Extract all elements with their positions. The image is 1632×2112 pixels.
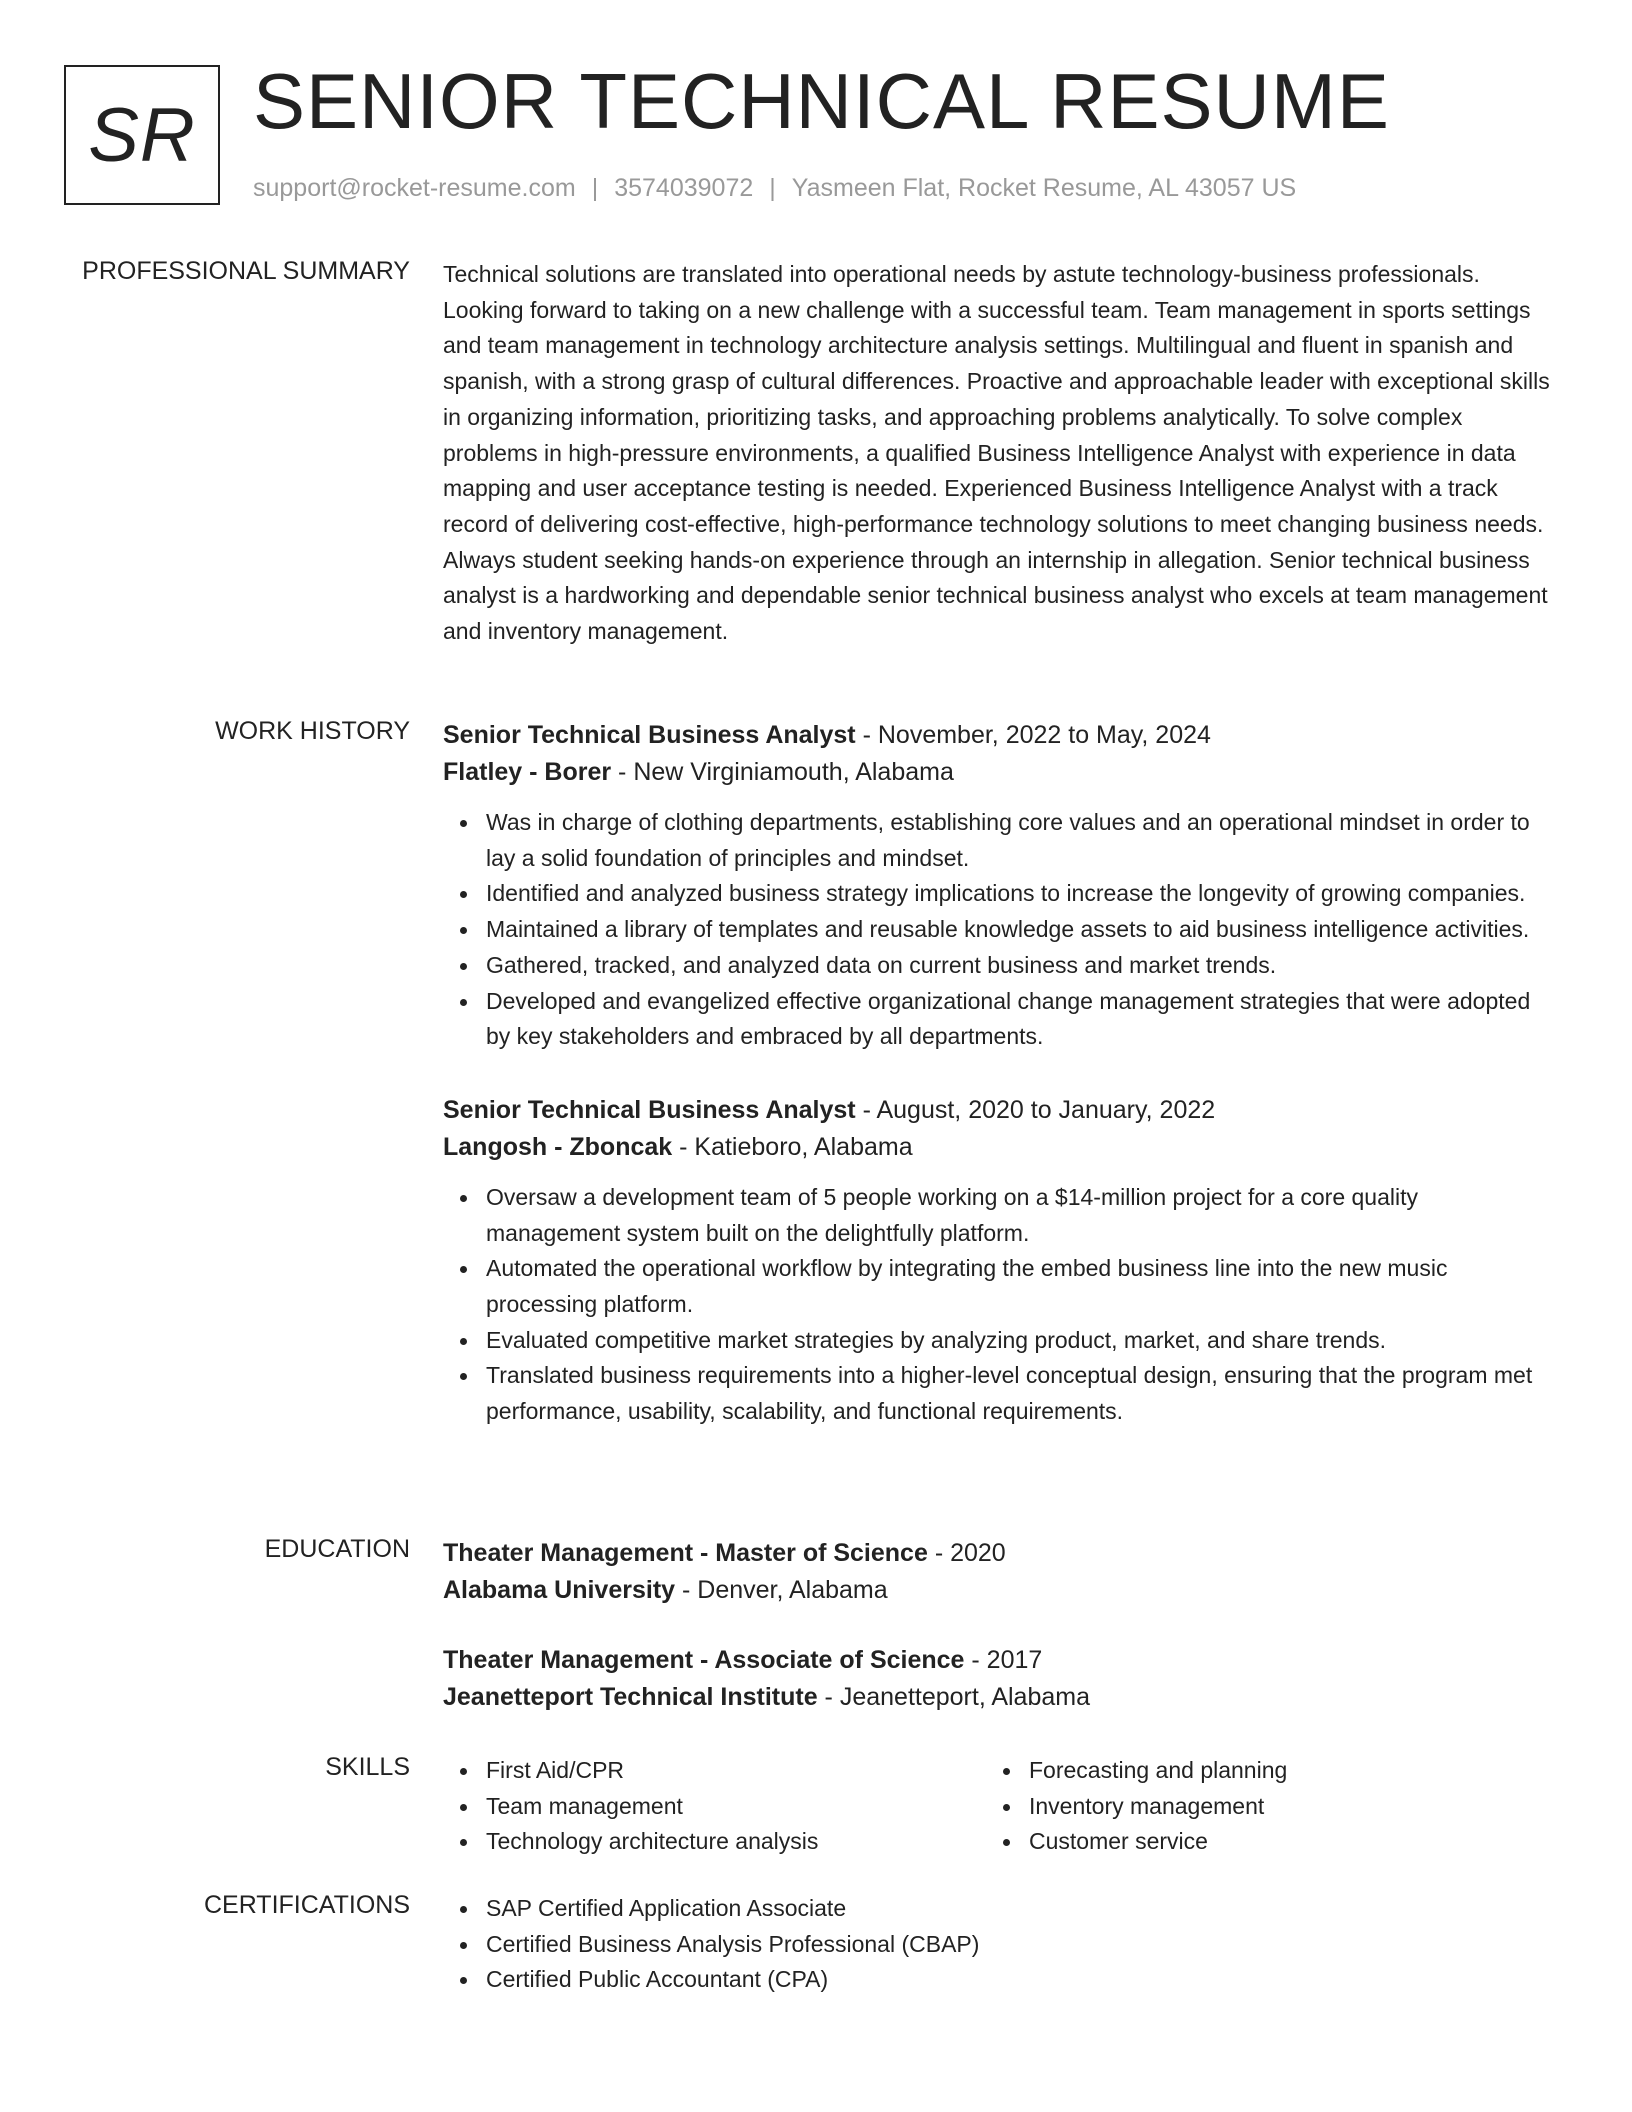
job-title: Senior Technical Business Analyst bbox=[443, 1095, 856, 1124]
skills-list bbox=[443, 1753, 986, 1860]
job-bullet: Developed and evangelized effective organizational change management strategies that were adopted by key stakeholders and embraced by all departments. bbox=[486, 984, 1553, 1055]
section-label-education: EDUCATION bbox=[264, 1535, 410, 1563]
job-bullets bbox=[443, 1180, 1553, 1430]
school-name: Jeanetteport Technical Institute bbox=[443, 1683, 818, 1711]
section-label-certifications: CERTIFICATIONS bbox=[203, 1891, 410, 1919]
contact-line bbox=[253, 174, 1296, 203]
skills-column bbox=[986, 1753, 1287, 1860]
section-label-summary: PROFESSIONAL SUMMARY bbox=[82, 257, 410, 285]
contact-phone: 3574039072 bbox=[614, 174, 754, 202]
job-company-line bbox=[443, 1129, 1553, 1166]
skills-columns bbox=[443, 1753, 1553, 1860]
school-line bbox=[443, 1679, 1553, 1716]
certification-item: Certified Public Accountant (CPA) bbox=[486, 1962, 1553, 1998]
job-bullet: Maintained a library of templates and reusable knowledge assets to aid business intelligence activities. bbox=[486, 912, 1553, 948]
skill-item: Inventory management bbox=[1029, 1789, 1287, 1825]
degree-name: Theater Management - Master of Science bbox=[443, 1539, 928, 1567]
job-bullet: Evaluated competitive market strategies by analyzing product, market, and share trends. bbox=[486, 1323, 1553, 1359]
skills-body bbox=[443, 1753, 1553, 1860]
skill-item: First Aid/CPR bbox=[486, 1753, 986, 1789]
degree-name: Theater Management - Associate of Science bbox=[443, 1646, 965, 1674]
work-history-body bbox=[443, 717, 1553, 1430]
contact-separator: | bbox=[591, 174, 599, 202]
certifications-body bbox=[443, 1891, 1553, 1998]
job-dates: - August, 2020 to January, 2022 bbox=[855, 1095, 1216, 1124]
degree-year: - 2020 bbox=[927, 1539, 1006, 1567]
job-bullet: Identified and analyzed business strategy implications to increase the longevity of growing companies. bbox=[486, 876, 1553, 912]
education-entry bbox=[443, 1642, 1553, 1716]
skills-list bbox=[986, 1753, 1287, 1860]
job-bullet: Translated business requirements into a higher-level conceptual design, ensuring that the program met performance, usability, scalability, and functional requirements. bbox=[486, 1358, 1553, 1429]
school-line bbox=[443, 1572, 1553, 1609]
school-location: - Denver, Alabama bbox=[675, 1576, 888, 1604]
degree-line bbox=[443, 1535, 1553, 1572]
degree-line bbox=[443, 1642, 1553, 1679]
education-entry bbox=[443, 1535, 1553, 1609]
skill-item: Technology architecture analysis bbox=[486, 1824, 986, 1860]
school-location: - Jeanetteport, Alabama bbox=[817, 1683, 1090, 1711]
job-entry bbox=[443, 717, 1553, 1055]
certification-item: SAP Certified Application Associate bbox=[486, 1891, 1553, 1927]
job-bullet: Gathered, tracked, and analyzed data on current business and market trends. bbox=[486, 948, 1553, 984]
skill-item: Forecasting and planning bbox=[1029, 1753, 1287, 1789]
school-name: Alabama University bbox=[443, 1576, 676, 1604]
job-title-line bbox=[443, 717, 1553, 754]
job-location: - New Virginiamouth, Alabama bbox=[611, 758, 954, 786]
degree-year: - 2017 bbox=[964, 1646, 1043, 1674]
monogram-badge: SR bbox=[64, 65, 220, 205]
contact-email: support@rocket-resume.com bbox=[253, 174, 576, 202]
job-bullet: Oversaw a development team of 5 people working on a $14-million project for a core quality management system built on the delightfully platform. bbox=[486, 1180, 1553, 1251]
section-label-work-history: WORK HISTORY bbox=[215, 717, 410, 745]
job-entry bbox=[443, 1092, 1553, 1430]
resume-title: SENIOR TECHNICAL RESUME bbox=[253, 57, 1390, 145]
job-dates: - November, 2022 to May, 2024 bbox=[855, 721, 1211, 749]
education-body bbox=[443, 1535, 1553, 1716]
skill-item: Team management bbox=[486, 1789, 986, 1825]
job-company: Langosh - Zboncak bbox=[443, 1132, 673, 1161]
job-company: Flatley - Borer bbox=[443, 758, 612, 786]
section-label-skills: SKILLS bbox=[325, 1753, 410, 1781]
job-bullets bbox=[443, 805, 1553, 1055]
job-title: Senior Technical Business Analyst bbox=[443, 721, 856, 749]
contact-address: Yasmeen Flat, Rocket Resume, AL 43057 US bbox=[791, 174, 1297, 202]
job-title-line bbox=[443, 1092, 1553, 1129]
summary-text: Technical solutions are translated into operational needs by astute technology-business professionals. Looking forward to taking on a new challenge with a successful team. Team management in sports settings and team management in technology architecture analysis settings. Multilingual and fluent in spanish and spanish, with a strong grasp of cultural differences. Proactive and approachable leader with exceptional skills in organizing information, prioritizing tasks, and approaching problems analytically. To solve complex problems in high-pressure environments, a qualified Business Intelligence Analyst with experience in data mapping and user acceptance testing is needed. Experienced Business Intelligence Analyst with a track record of delivering cost-effective, high-performance technology solutions to meet changing business needs. Always student seeking hands-on experience through an internship in allegation. Senior technical business analyst is a hardworking and dependable senior technical business analyst who excels at team management and inventory management. bbox=[443, 261, 1550, 645]
certification-item: Certified Business Analysis Professional (CBAP) bbox=[486, 1927, 1553, 1963]
skills-column bbox=[443, 1753, 986, 1860]
skill-item: Customer service bbox=[1029, 1824, 1287, 1860]
summary-body bbox=[443, 257, 1553, 650]
job-bullet: Was in charge of clothing departments, establishing core values and an operational mindset in order to lay a solid foundation of principles and mindset. bbox=[486, 805, 1553, 876]
contact-separator: | bbox=[769, 174, 776, 202]
job-company-line bbox=[443, 754, 1553, 791]
job-location: - Katieboro, Alabama bbox=[672, 1132, 913, 1161]
job-bullet: Automated the operational workflow by integrating the embed business line into the new music processing platform. bbox=[486, 1251, 1553, 1322]
certifications-list bbox=[443, 1891, 1553, 1998]
